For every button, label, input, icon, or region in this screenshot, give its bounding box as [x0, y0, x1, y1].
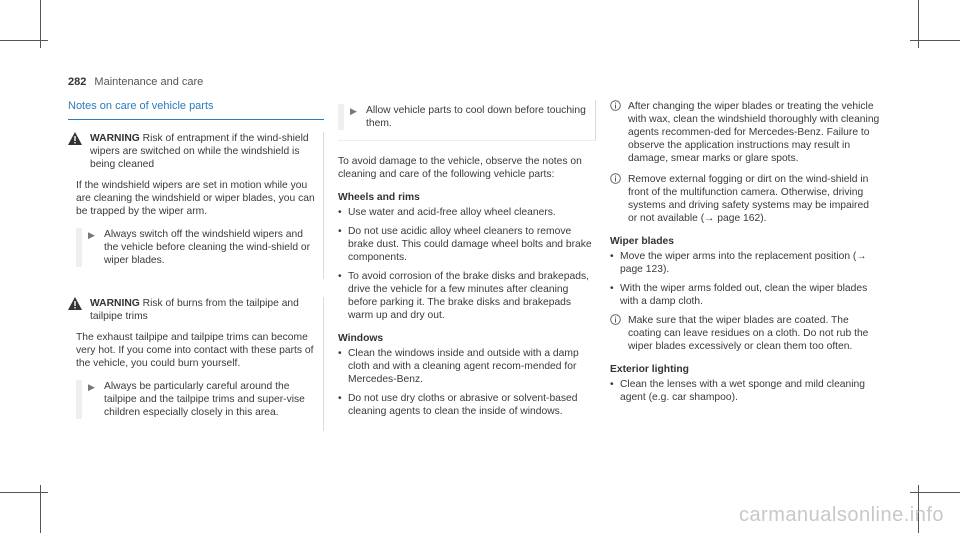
list-item: • To avoid corrosion of the brake disks and brakepads, drive the vehicle for a few minutes after cleaning before parking it. The brake disks and brakepads warm up and dry out.	[338, 270, 596, 322]
section-heading: Notes on care of vehicle parts	[68, 100, 324, 120]
section-title: Maintenance and care	[94, 76, 204, 88]
page-number: 282	[68, 76, 87, 88]
windows-list	[338, 347, 596, 418]
exterior-lighting-list	[610, 378, 880, 404]
warning-body: The exhaust tailpipe and tailpipe trims can become very hot. If you come into contact with these parts of the vehicle, you could burn yourself.	[76, 332, 314, 369]
note	[610, 314, 880, 353]
info-icon	[610, 100, 628, 165]
exterior-lighting-heading: Exterior lighting	[610, 364, 689, 375]
crop-mark	[0, 492, 48, 493]
column-1	[68, 100, 324, 449]
step-bar	[338, 104, 344, 130]
warning-body: If the windshield wipers are set in motion while you are cleaning the windshield or wiper blades, you can be trapped by the wiper arm.	[76, 180, 315, 217]
step-arrow-icon: ▶	[350, 106, 357, 116]
instruction-step-box	[338, 100, 596, 141]
watermark: carmanualsonline.info	[738, 504, 944, 526]
list-item: • Do not use dry cloths or abrasive or solvent-based cleaning agents to clean the inside of windows.	[338, 392, 596, 418]
step-arrow-icon: ▶	[88, 382, 95, 392]
step-text: Always switch off the windshield wipers and the vehicle before cleaning the wind-shield or wiper blades.	[104, 229, 311, 266]
list-item: • Clean the windows inside and outside with a damp cloth and with a cleaning agent recom-mended for Mercedes-Benz.	[338, 347, 596, 386]
wiper-heading: Wiper blades	[610, 236, 674, 247]
warning-icon	[68, 132, 90, 149]
instruction-step	[76, 380, 323, 419]
list-item: • Do not use acidic alloy wheel cleaners to remove brake dust. This could damage wheel bolts and brake components.	[338, 225, 596, 264]
crop-mark	[910, 492, 960, 493]
warning-text: Risk of burns from the tailpipe and tailpipe trims	[90, 298, 299, 322]
warning-box-burns	[68, 297, 324, 431]
list-item: • Move the wiper arms into the replacement position (→ page 123).	[610, 250, 880, 276]
instruction-step	[76, 228, 323, 267]
warning-box-entrapment	[68, 132, 324, 279]
wheels-list	[338, 206, 596, 322]
crop-mark	[910, 40, 960, 41]
column-2	[338, 100, 596, 424]
warning-label: WARNING	[90, 133, 140, 144]
list-item: • Use water and acid-free alloy wheel cleaners.	[338, 206, 596, 219]
crop-mark	[0, 40, 48, 41]
wheels-heading: Wheels and rims	[338, 192, 420, 203]
page-header	[68, 76, 203, 88]
list-item: • Clean the lenses with a wet sponge and mild cleaning agent (e.g. car shampoo).	[610, 378, 880, 404]
list-item: • With the wiper arms folded out, clean the wiper blades with a damp cloth.	[610, 282, 880, 308]
warning-label: WARNING	[90, 298, 140, 309]
warning-text: Risk of entrapment if the wind-shield wipers are switched on while the windshield is being cleaned	[90, 133, 309, 170]
column-3	[610, 100, 880, 410]
windows-heading: Windows	[338, 333, 384, 344]
note-text: Remove external fogging or dirt on the wind-shield in front of the multifunction camera. Otherwise, driving systems and driving safety systems may be impaired or not available (→ page 162).	[628, 174, 869, 224]
step-arrow-icon: ▶	[88, 230, 95, 240]
step-text: Allow vehicle parts to cool down before touching them.	[366, 105, 586, 129]
warning-header	[68, 132, 323, 171]
intro-text: To avoid damage to the vehicle, observe the notes on cleaning and care of the following vehicle parts:	[338, 156, 582, 180]
warning-icon	[68, 297, 90, 314]
wiper-list	[610, 250, 880, 308]
note	[610, 173, 880, 225]
note	[610, 100, 880, 165]
info-icon	[610, 314, 628, 353]
note-text: After changing the wiper blades or treating the vehicle with wax, clean the windshield thoroughly with cleaning agents recommen-ded for Mercedes-Benz. Failure to observe the application instructions may result in damage, smear marks or glare spots.	[628, 101, 880, 164]
info-icon	[610, 173, 628, 225]
note-text: Make sure that the wiper blades are coated. The coating can leave residues on a cloth. Do not rub the wiper blades excessively or clean them too often.	[628, 315, 869, 352]
step-text: Always be particularly careful around the tailpipe and the tailpipe trims and super-vise children especially closely in this area.	[104, 381, 305, 418]
warning-header	[68, 297, 323, 323]
